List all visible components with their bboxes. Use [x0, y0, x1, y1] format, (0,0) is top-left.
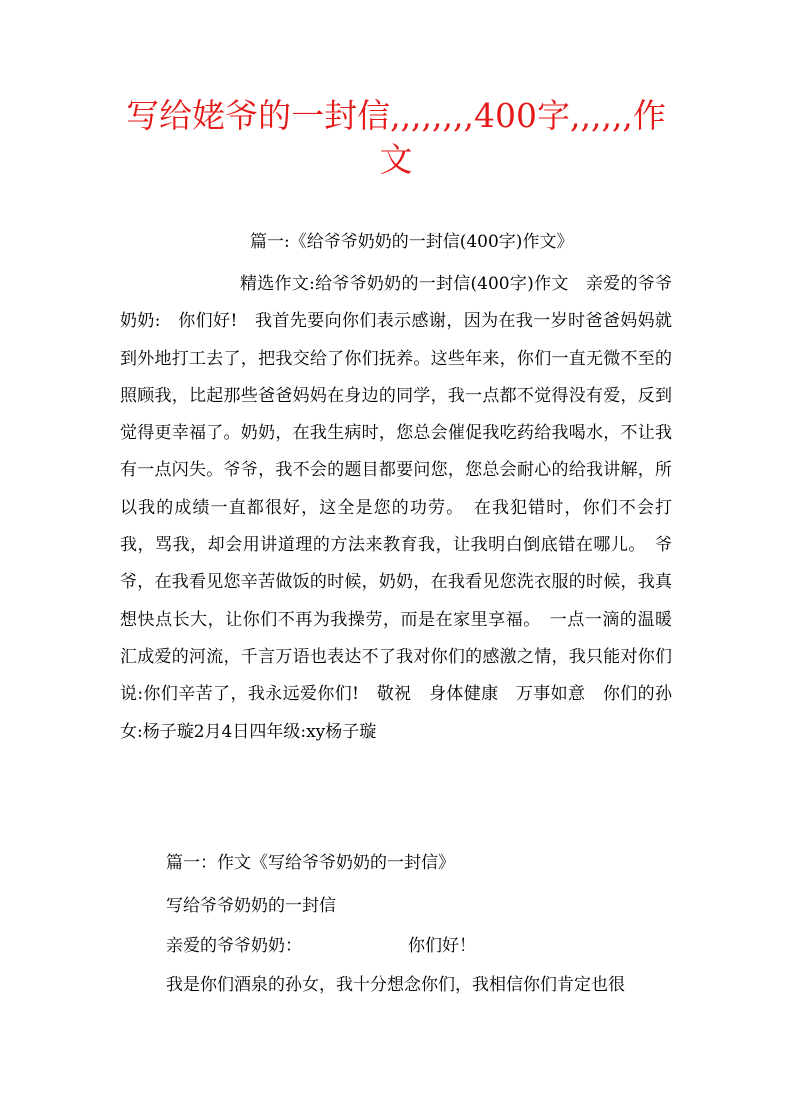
letter-salutation-line	[166, 933, 476, 959]
greeting: 你们好！	[408, 936, 476, 956]
letter-body-line: 我是你们酒泉的孙女，我十分想念你们，我相信你们肯定也很	[166, 975, 625, 995]
salutation: 亲爱的爷爷奶奶：	[166, 936, 302, 956]
body-paragraph: 精选作文:给爷爷奶奶的一封信(400字)作文 亲爱的爷爷奶奶: 你们好! 我首先要向你们表示感谢，因为在我一岁时爸爸妈妈就到外地打工去了，把我交给了你们抚养。这些年来，你们一直无微不至的照顾我，比起那些爸爸妈妈在身边的同学，我一点都不觉得没有爱，反到觉得更幸福了。奶奶，在我生病时，您总会催促我吃药给我喝水，不让我有一点闪失。爷爷，我不会的题目都要问您，您总会耐心的给我讲解，所以我的成绩一直都很好，这全是您的功劳。 在我犯错时，你们不会打我，骂我，却会用讲道理的方法来教育我，让我明白倒底错在哪儿。 爷爷，在我看见您辛苦做饭的时候，奶奶，在我看见您洗衣服的时候，我真想快点长大，让你们不再为我操劳，而是在家里享福。 一点一滴的温暖汇成爱的河流，千言万语也表达不了我对你们的感激之情，我只能对你们说:你们辛苦了，我永远爱你们! 敬祝 身体健康 万事如意 你们的孙女:杨子璇2月4日四年级:xy杨子璇	[120, 274, 672, 742]
section-heading-1: 篇一:《给爷爷奶奶的一封信(400字)作文》	[250, 232, 574, 252]
document-title: 写给姥爷的一封信,,,,,,,,400字,,,,,,作文	[126, 96, 666, 179]
letter-title: 写给爷爷奶奶的一封信	[166, 896, 336, 916]
section-heading-2: 篇一：作文《写给爷爷奶奶的一封信》	[166, 853, 455, 873]
